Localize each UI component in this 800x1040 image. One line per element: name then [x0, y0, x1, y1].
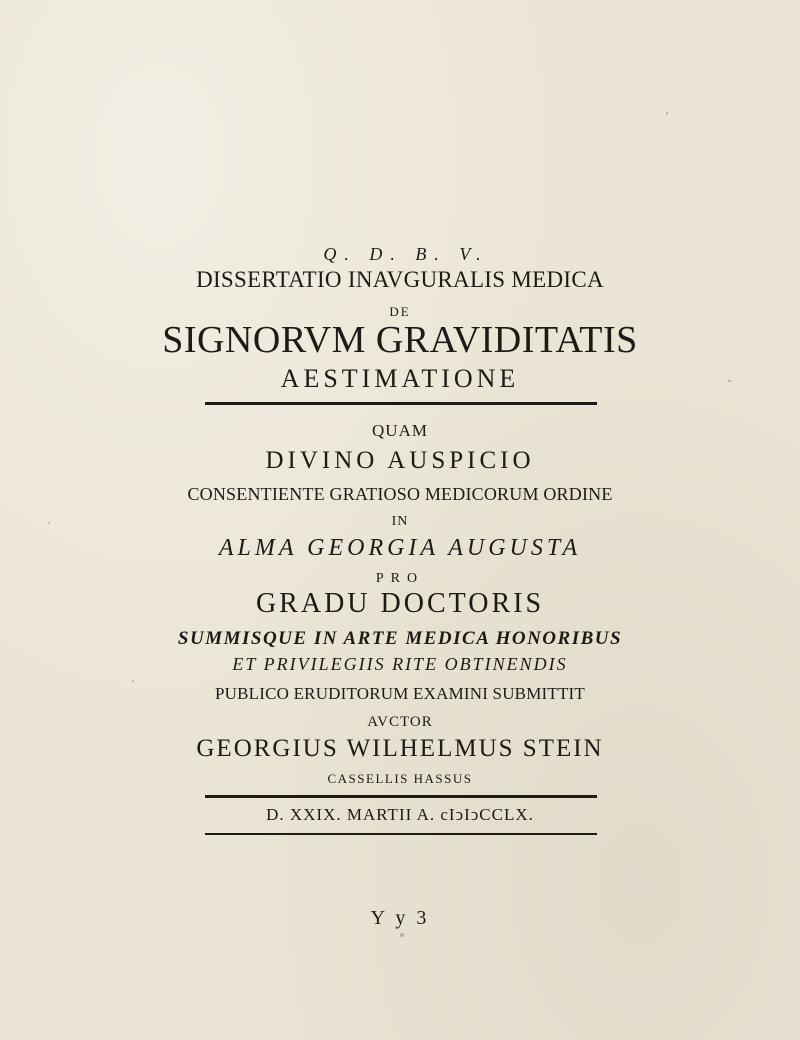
- line-auctor: AVCTOR: [367, 714, 433, 730]
- line-pro: PRO: [375, 571, 425, 586]
- date-rule-top: [205, 795, 597, 798]
- line-consentiente: CONSENTIENTE GRATIOSO MEDICORUM ORDINE: [187, 484, 613, 504]
- paper-speck: [48, 522, 50, 524]
- dissertation-type: DISSERTATIO INAVGURALIS MEDICA: [196, 267, 604, 292]
- signature-mark: Y y 3: [370, 907, 430, 929]
- main-title-continuation: AESTIMATIONE: [280, 364, 520, 393]
- line-quam: QUAM: [372, 421, 428, 440]
- university-name: ALMA GEORGIA AUGUSTA: [218, 535, 582, 561]
- author-name: GEORGIUS WILHELMUS STEIN: [196, 735, 604, 762]
- author-origin: CASSELLIS HASSUS: [327, 771, 473, 786]
- line-divino-auspicio: DIVINO AUSPICIO: [265, 447, 535, 474]
- date-line: D. XXIX. MARTII A. cIↄIↄCCLX.: [266, 805, 534, 824]
- paper-speck: [400, 933, 404, 937]
- line-publico: PUBLICO ERUDITORUM EXAMINI SUBMITTIT: [214, 684, 586, 703]
- degree-title: GRADU DOCTORIS: [255, 588, 545, 619]
- divider-rule: [205, 402, 597, 405]
- line-in: IN: [391, 514, 409, 529]
- paper-speck: [728, 380, 731, 382]
- main-title: SIGNORVM GRAVIDITATIS: [162, 319, 638, 361]
- date-rule-bottom: [205, 833, 597, 835]
- paper-speck: [666, 112, 668, 115]
- preposition-de: DE: [389, 304, 411, 319]
- line-privilegiis: ET PRIVILEGIIS RITE OBTINENDIS: [232, 654, 568, 674]
- invocation: Q. D. B. V.: [323, 244, 489, 264]
- line-summisque: SUMMISQUE IN ARTE MEDICA HONORIBUS: [177, 628, 623, 649]
- paper-speck: [132, 680, 134, 682]
